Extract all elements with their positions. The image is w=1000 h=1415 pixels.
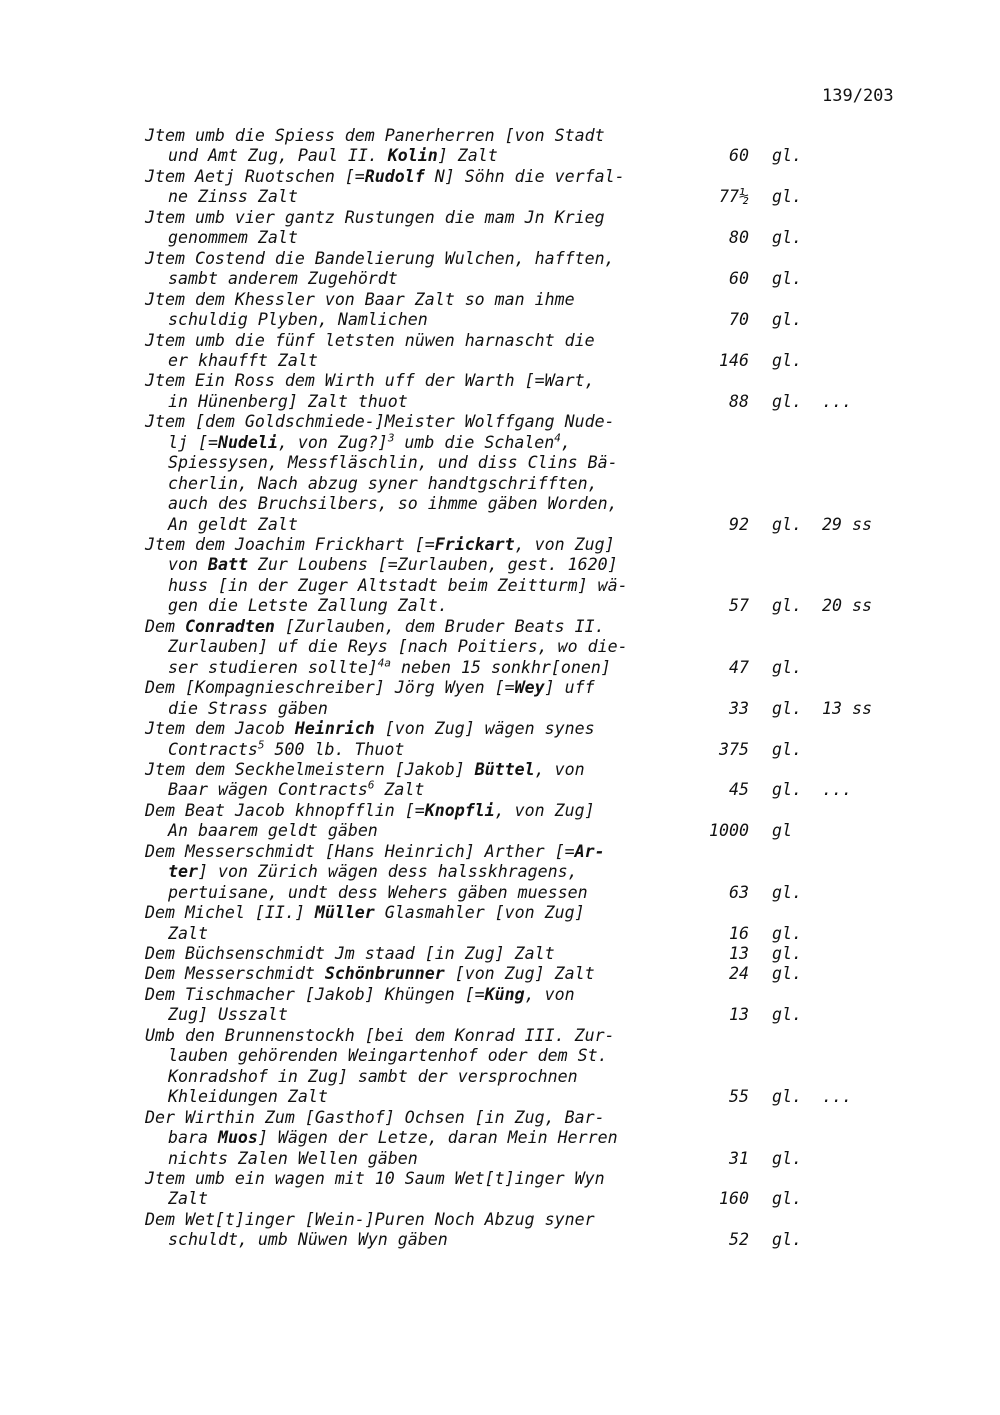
currency-unit: gl. bbox=[772, 882, 802, 902]
ledger-line bbox=[145, 964, 595, 984]
text-segment: Jtem Costend die Bandelierung Wulchen, hafften, bbox=[145, 248, 615, 268]
ledger-line bbox=[145, 1169, 605, 1189]
currency-unit: gl. bbox=[772, 944, 802, 963]
text-segment: [Zurlauben, dem Bruder Beats II. bbox=[274, 616, 605, 636]
ledger-line bbox=[145, 1210, 595, 1230]
text-segment: nichts Zalen Wellen gäben bbox=[168, 1148, 418, 1168]
bold-name: Rudolf bbox=[364, 166, 425, 186]
ledger-line bbox=[168, 1189, 208, 1209]
ledger-line bbox=[145, 801, 595, 821]
ledger-line bbox=[145, 412, 615, 432]
ledger-line bbox=[145, 719, 595, 739]
ledger-line bbox=[168, 1087, 328, 1107]
text-segment: Zur Loubens [=Zurlauben, gest. 1620] bbox=[247, 555, 618, 575]
text-segment: 500 lb. Thuot bbox=[264, 739, 405, 759]
text-segment: , von bbox=[534, 759, 585, 779]
text-segment: Der Wirthin Zum [Gasthof] Ochsen [in Zug, Bar- bbox=[145, 1107, 605, 1127]
text-segment: Spiessysen, Messfläschlin, und diss Clins Bä- bbox=[168, 453, 618, 473]
currency-unit: gl. bbox=[772, 514, 802, 534]
footnote-ref: 5 bbox=[257, 737, 265, 751]
bold-name: Conradten bbox=[184, 616, 275, 636]
ledger-line bbox=[168, 392, 408, 412]
footnote-ref: 6 bbox=[367, 778, 375, 792]
text-segment: lj [= bbox=[168, 432, 218, 452]
amount: 375 bbox=[719, 739, 749, 759]
text-segment: Dem [Kompagnieschreiber] Jörg Wyen [= bbox=[145, 678, 515, 698]
text-segment: An geldt Zalt bbox=[168, 514, 298, 534]
currency-unit: gl. bbox=[772, 1148, 802, 1168]
bold-name: Muos bbox=[217, 1128, 258, 1148]
text-segment: neben 15 sonkhr[onen] bbox=[391, 657, 611, 677]
text-segment: Jtem Ein Ross dem Wirth uff der Warth [=Wart, bbox=[145, 371, 595, 391]
bold-name: Kolin bbox=[387, 146, 438, 166]
amount: 33 bbox=[729, 698, 749, 718]
currency-unit: gl. bbox=[772, 964, 802, 984]
ledger-line bbox=[168, 576, 628, 596]
ledger-line bbox=[168, 146, 498, 166]
ledger-line bbox=[145, 249, 615, 269]
amount: 31 bbox=[729, 1148, 749, 1168]
text-segment: umb die Schalen bbox=[394, 432, 555, 452]
amount: 13 bbox=[729, 1005, 749, 1025]
text-segment: Jtem [dem Goldschmiede-]Meister Wolffgang Nude- bbox=[145, 412, 615, 432]
currency-unit: gl. bbox=[772, 657, 802, 677]
bold-name: Wey bbox=[514, 678, 545, 698]
text-segment: ] uff bbox=[544, 678, 595, 698]
text-segment: Jtem umb die Spiess dem Panerherren [von Stadt bbox=[145, 126, 605, 145]
amount: 88 bbox=[729, 391, 749, 411]
amount: 16 bbox=[729, 923, 749, 943]
footnote-ref: 3 bbox=[387, 431, 395, 445]
ledger-line bbox=[168, 924, 208, 944]
text-segment: schuldt, umb Nüwen Wyn gäben bbox=[168, 1230, 448, 1250]
text-segment: Jtem dem Jacob bbox=[145, 719, 295, 739]
ledger-line bbox=[168, 1128, 618, 1148]
currency-unit: gl. bbox=[772, 739, 802, 759]
ledger-line bbox=[168, 228, 298, 248]
ellipsis-mark: ... bbox=[822, 391, 852, 411]
ledger-line bbox=[168, 1149, 418, 1169]
currency-unit: gl. bbox=[772, 1087, 802, 1107]
amount: 146 bbox=[719, 350, 749, 370]
ledger-line bbox=[168, 699, 328, 719]
ledger-line bbox=[145, 1108, 605, 1128]
ledger-line bbox=[145, 535, 615, 555]
currency-unit: gl. bbox=[772, 1230, 802, 1250]
ledger-line bbox=[145, 371, 595, 391]
ledger-line bbox=[168, 453, 618, 473]
text-segment: , von Zug] bbox=[494, 800, 595, 820]
text-segment: Zalt bbox=[168, 923, 208, 943]
bold-name: Schönbrunner bbox=[324, 964, 445, 984]
ledger-line bbox=[145, 944, 555, 964]
currency-unit: gl. bbox=[772, 187, 802, 207]
text-segment: die Strass gäben bbox=[168, 698, 328, 718]
ledger-line bbox=[145, 985, 575, 1005]
text-segment: Dem Tischmacher [Jakob] Khüngen [= bbox=[145, 984, 485, 1004]
bold-name: Heinrich bbox=[294, 719, 375, 739]
ledger-line bbox=[168, 474, 598, 494]
text-segment: Umb den Brunnenstockh [bei dem Konrad III. Zur- bbox=[145, 1025, 615, 1045]
text-segment: Dem Wet[t]inger [Wein-]Puren Noch Abzug syner bbox=[145, 1209, 595, 1229]
ledger-line bbox=[168, 1067, 578, 1087]
text-segment: Dem Messerschmidt bbox=[145, 964, 325, 984]
ledger-line bbox=[145, 167, 625, 187]
text-segment: , bbox=[560, 432, 571, 452]
ledger-line bbox=[168, 658, 611, 678]
ledger-line bbox=[145, 126, 605, 146]
text-segment: ] Zalt bbox=[437, 146, 498, 166]
amount: 60 bbox=[729, 269, 749, 289]
amount: 92 bbox=[729, 514, 749, 534]
text-segment: Baar wägen Contracts bbox=[168, 780, 368, 800]
page-number: 139/203 bbox=[822, 86, 894, 106]
text-segment bbox=[378, 658, 391, 677]
bold-name: Müller bbox=[314, 903, 375, 923]
shilling-amount: 20 ss bbox=[822, 596, 872, 616]
currency-unit: gl. bbox=[772, 146, 802, 166]
ledger-line bbox=[168, 883, 588, 903]
ledger-line bbox=[168, 780, 424, 800]
ledger-line bbox=[168, 269, 398, 289]
ledger-line bbox=[168, 596, 448, 616]
text-segment: , von Zug] bbox=[514, 535, 615, 554]
text-segment: von bbox=[168, 555, 208, 575]
text-segment: sambt anderem Zugehördt bbox=[168, 269, 398, 289]
ledger-line bbox=[168, 737, 405, 760]
footnote-ref: 4 bbox=[554, 431, 561, 445]
currency-unit: gl. bbox=[772, 596, 802, 616]
text-segment: und Amt Zug, Paul II. bbox=[168, 146, 388, 166]
text-segment: Jtem dem Joachim Frickhart [= bbox=[145, 535, 435, 554]
amount: 45 bbox=[729, 780, 749, 800]
ledger-line bbox=[168, 1230, 448, 1250]
text-segment: huss [in der Zuger Altstadt beim Zeitturm] wä- bbox=[168, 575, 628, 595]
text-segment: Dem Büchsenschmidt Jm staad [in Zug] Zalt bbox=[145, 944, 555, 963]
bold-name: Ar- bbox=[574, 841, 605, 861]
amount: 57 bbox=[729, 596, 749, 616]
currency-unit: gl. bbox=[772, 1005, 802, 1025]
ellipsis-mark: ... bbox=[822, 1087, 852, 1107]
text-segment: auch des Bruchsilbers, so ihmme gäben Worden, bbox=[168, 494, 618, 514]
amount: 52 bbox=[729, 1230, 749, 1250]
text-segment bbox=[554, 433, 561, 452]
text-segment: Jtem dem Khessler von Baar Zalt so man ihme bbox=[145, 289, 575, 309]
amount: 24 bbox=[729, 964, 749, 984]
ledger-line bbox=[168, 821, 378, 841]
ledger-line bbox=[168, 515, 298, 535]
currency-unit: gl. bbox=[772, 350, 802, 370]
text-segment: genommem Zalt bbox=[168, 228, 298, 248]
ledger-line bbox=[168, 637, 628, 657]
text-segment: ne Zinss Zalt bbox=[168, 187, 298, 207]
text-segment: N] Söhn die verfal- bbox=[424, 166, 625, 186]
text-segment: Zug] Usszalt bbox=[168, 1005, 288, 1025]
bold-name: Küng bbox=[484, 984, 525, 1004]
text-segment: Jtem dem Seckhelmeistern [Jakob] bbox=[145, 759, 475, 779]
currency-unit: gl. bbox=[772, 310, 802, 330]
amount: 55 bbox=[729, 1087, 749, 1107]
text-segment: , von Zug?] bbox=[277, 432, 388, 452]
amount: 63 bbox=[729, 882, 749, 902]
text-segment: Dem Michel [II.] bbox=[145, 903, 315, 923]
ledger-line bbox=[168, 1005, 288, 1025]
amount: 60 bbox=[729, 146, 749, 166]
bold-name: Frickart bbox=[434, 535, 515, 554]
text-segment: ] Wägen der Letze, daran Mein Herren bbox=[257, 1128, 618, 1148]
text-segment: lauben gehörenden Weingartenhof oder dem St. bbox=[168, 1046, 608, 1066]
ledger-line bbox=[145, 617, 605, 637]
shilling-amount: 13 ss bbox=[822, 698, 872, 718]
amount: 1000 bbox=[709, 821, 749, 841]
currency-unit: gl. bbox=[772, 269, 802, 289]
bold-name: Knopfli bbox=[424, 800, 495, 820]
text-segment: in Hünenberg] Zalt thuot bbox=[168, 391, 408, 411]
ledger-line bbox=[168, 187, 298, 207]
ledger-line bbox=[168, 555, 618, 575]
footnote-ref: 4a bbox=[377, 656, 392, 670]
text-segment: Zalt bbox=[168, 1189, 208, 1209]
text-segment: ] von Zürich wägen dess halsskhragens, bbox=[197, 862, 578, 882]
currency-unit: gl. bbox=[772, 391, 802, 411]
text-segment: Jtem umb vier gantz Rustungen die mam Jn Krieg bbox=[145, 207, 605, 227]
bold-name: Batt bbox=[207, 555, 248, 575]
text-segment: Jtem umb die fünf letsten nüwen harnascht die bbox=[145, 330, 595, 350]
amount: 77½ bbox=[719, 187, 749, 207]
ledger-line bbox=[168, 862, 578, 882]
bold-name: Nudeli bbox=[217, 432, 278, 452]
ledger-line bbox=[145, 1026, 615, 1046]
amount: 80 bbox=[729, 228, 749, 248]
text-segment: Jtem Aetj Ruotschen [= bbox=[145, 166, 365, 186]
currency-unit: gl. bbox=[772, 780, 802, 800]
currency-unit: gl. bbox=[772, 923, 802, 943]
ledger-line bbox=[145, 331, 595, 351]
text-segment: Zalt bbox=[374, 780, 425, 800]
text-segment: Dem bbox=[145, 616, 185, 636]
text-segment: Contracts bbox=[168, 739, 258, 759]
amount: 13 bbox=[729, 944, 749, 963]
ledger-line bbox=[145, 760, 585, 780]
ledger-line bbox=[168, 1046, 608, 1066]
text-segment: bara bbox=[168, 1128, 218, 1148]
text-segment: schuldig Plyben, Namlichen bbox=[168, 310, 428, 330]
amount: 70 bbox=[729, 310, 749, 330]
text-segment: ser studieren sollte] bbox=[168, 657, 378, 677]
currency-unit: gl bbox=[772, 821, 792, 841]
text-segment: Khleidungen Zalt bbox=[168, 1087, 328, 1107]
ledger-line bbox=[168, 310, 428, 330]
text-segment: [von Zug] Zalt bbox=[444, 964, 595, 984]
ledger-line bbox=[145, 208, 605, 228]
currency-unit: gl. bbox=[772, 228, 802, 248]
ledger-line bbox=[145, 678, 595, 698]
text-segment: Dem Messerschmidt [Hans Heinrich] Arther [= bbox=[145, 841, 575, 861]
currency-unit: gl. bbox=[772, 698, 802, 718]
ledger-line bbox=[168, 433, 571, 453]
ledger-line bbox=[145, 903, 585, 923]
text-segment: , von bbox=[524, 984, 575, 1004]
bold-name: ter bbox=[168, 862, 198, 882]
amount: 160 bbox=[719, 1189, 749, 1209]
bold-name: Büttel bbox=[474, 759, 535, 779]
text-segment: [von Zug] wägen synes bbox=[374, 719, 595, 739]
text-segment: An baarem geldt gäben bbox=[168, 821, 378, 841]
text-segment: er khaufft Zalt bbox=[168, 350, 318, 370]
currency-unit: gl. bbox=[772, 1189, 802, 1209]
amount: 47 bbox=[729, 657, 749, 677]
text-segment: Glasmahler [von Zug] bbox=[374, 903, 585, 923]
text-segment: Dem Beat Jacob khnopfflin [= bbox=[145, 800, 425, 820]
text-segment: cherlin, Nach abzug syner handtgschrifften, bbox=[168, 473, 598, 493]
text-segment: gen die Letste Zallung Zalt. bbox=[168, 596, 448, 616]
ellipsis-mark: ... bbox=[822, 780, 852, 800]
ledger-line bbox=[145, 290, 575, 310]
ledger-line bbox=[168, 494, 618, 514]
text-segment: Zurlauben] uf die Reys [nach Poitiers, wo die- bbox=[168, 637, 628, 657]
text-segment: pertuisane, undt dess Wehers gäben muessen bbox=[168, 882, 588, 902]
shilling-amount: 29 ss bbox=[822, 514, 872, 534]
text-segment bbox=[257, 737, 265, 759]
ledger-line bbox=[145, 842, 605, 862]
text-segment: Konradshof in Zug] sambt der versprochnen bbox=[168, 1066, 578, 1086]
ledger-line bbox=[168, 351, 318, 371]
text-segment: Jtem umb ein wagen mit 10 Saum Wet[t]inger Wyn bbox=[145, 1168, 605, 1188]
